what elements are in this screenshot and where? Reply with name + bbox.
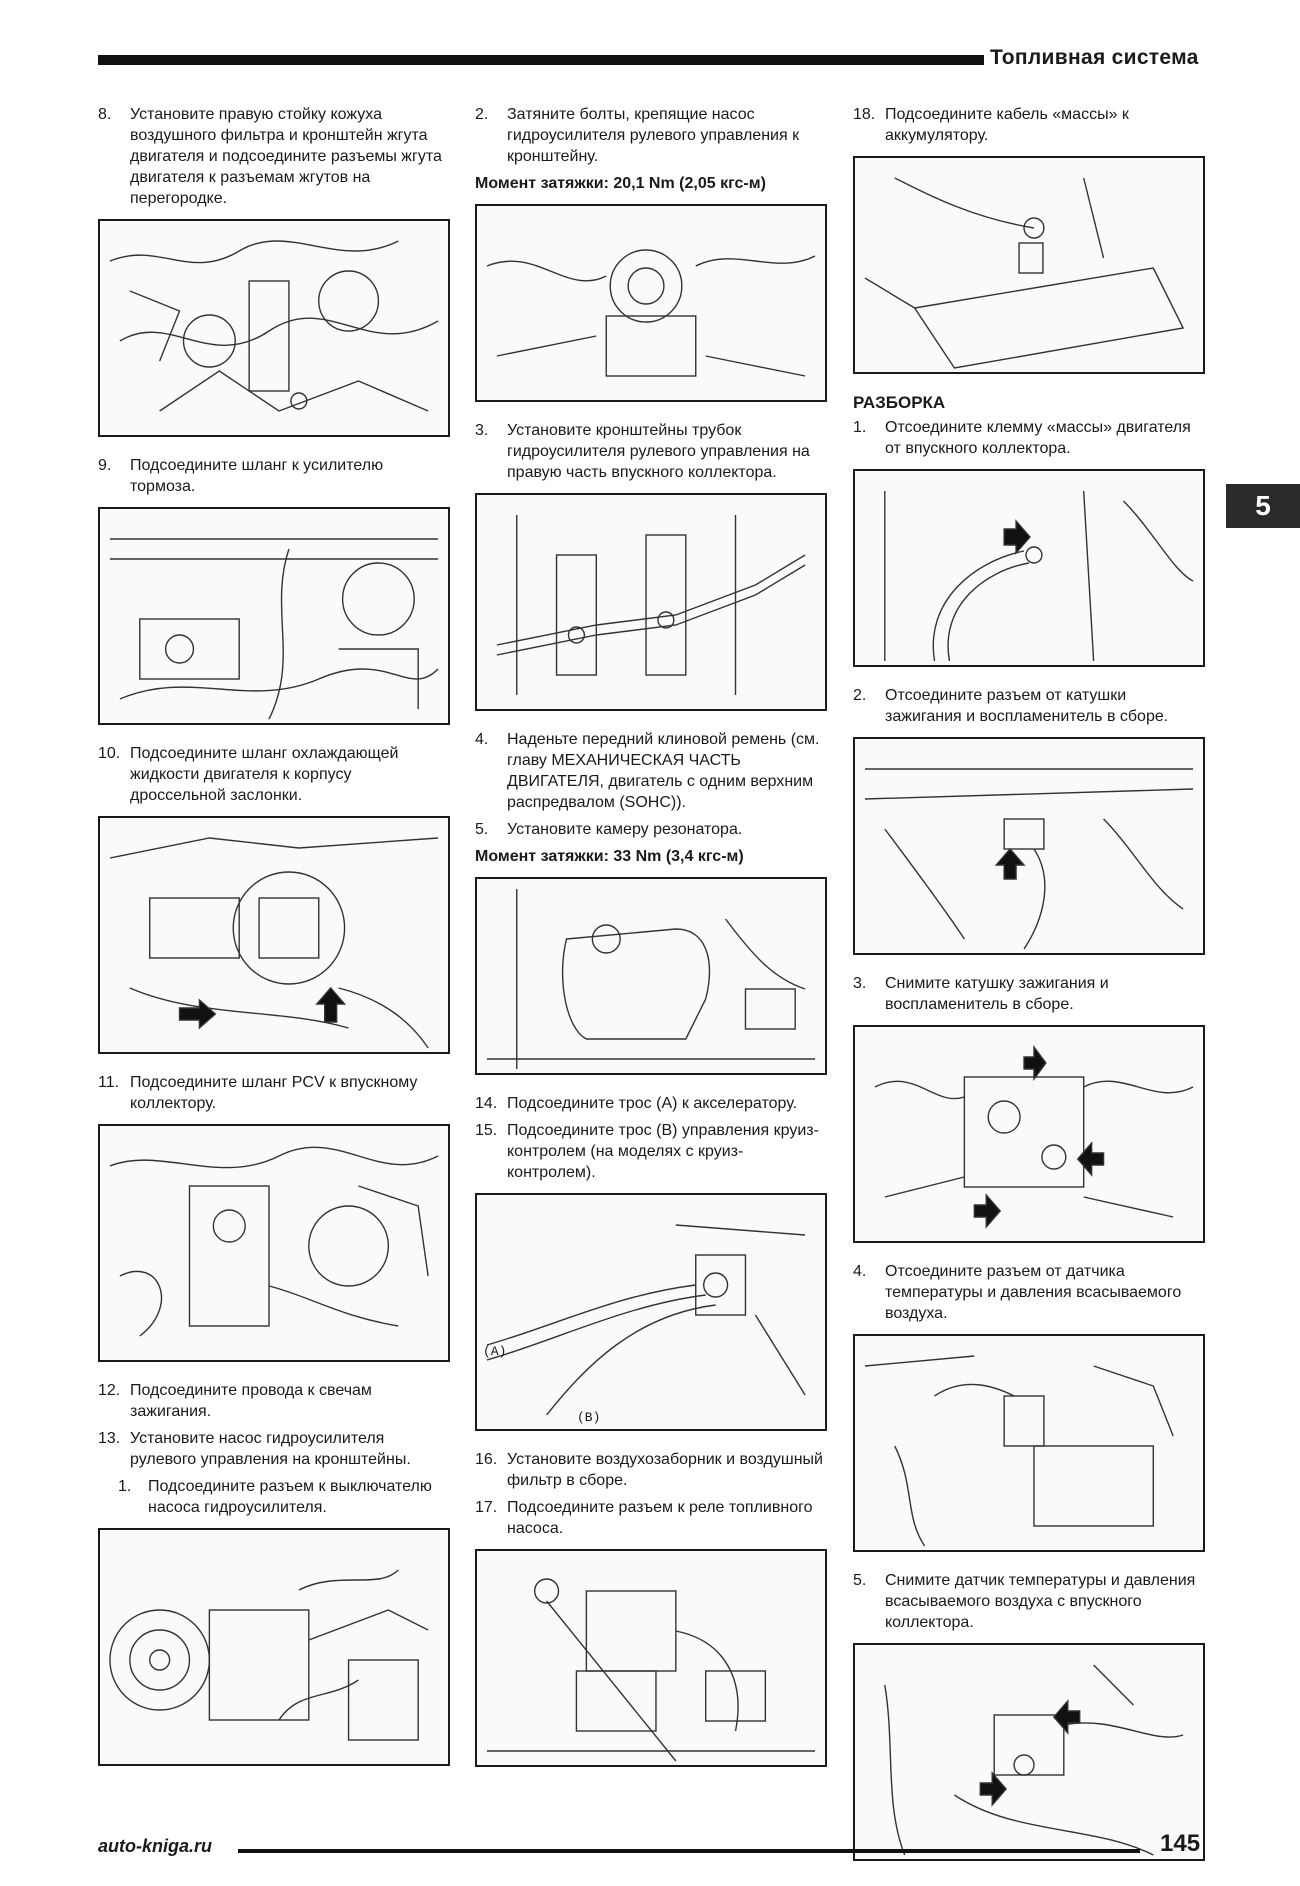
page-number: 145 [1160, 1830, 1201, 1857]
section-tab: 5 [1226, 484, 1300, 528]
figure-ground-terminal [853, 469, 1205, 667]
step-12: 12. Подсоедините провода к свечам зажигания. [98, 1382, 372, 1420]
column-middle [475, 104, 827, 1785]
step-11: 11. Подсоедините шланг PCV к впускному коллектору. [98, 1074, 418, 1112]
figure-ignition-connector [853, 737, 1205, 955]
figure-power-steering-pump [98, 1528, 450, 1766]
step-14: 14. Подсоедините трос (A) к акселератору. [475, 1095, 798, 1112]
figure-pump-bolts [475, 204, 827, 402]
step-3: 3. Установите кронштейны трубок гидроусилителя рулевого управления на правую часть впускного коллектора. [475, 422, 810, 481]
figure-brake-hose [98, 507, 450, 725]
step-15: 15. Подсоедините трос (B) управления круиз-контролем (на моделях с круиз-контролем). [475, 1122, 819, 1181]
step-13: 13. Установите насос гидроусилителя рулевого управления на кронштейны. [98, 1430, 411, 1468]
header-rule [98, 55, 984, 65]
step-2: 2. Затяните болты, крепящие насос гидроусилителя рулевого управления к кронштейну. [475, 106, 800, 165]
figure-cables [475, 1193, 827, 1431]
torque-spec-2: Момент затяжки: 33 Nm (3,4 кгс-м) [475, 848, 744, 865]
step-10: 10. Подсоедините шланг охлаждающей жидкости двигателя к корпусу дроссельной заслонки. [98, 745, 399, 804]
step-d1: 1. Отсоедините клемму «массы» двигателя от впускного коллектора. [853, 419, 1191, 457]
figure-map-sensor-removal [853, 1643, 1205, 1861]
step-16: 16. Установите воздухозаборник и воздушный фильтр в сборе. [475, 1451, 823, 1489]
figure-pipe-brackets [475, 493, 827, 711]
footer-site: auto-kniga.ru [98, 1836, 213, 1856]
figure-map-sensor-connector [853, 1334, 1205, 1552]
step-d2: 2. Отсоедините разъем от катушки зажигания и воспламенитель в сборе. [853, 687, 1169, 725]
figure-label-b: (B) [577, 1410, 601, 1425]
step-18: 18. Подсоедините кабель «массы» к аккумулятору. [853, 106, 1129, 144]
step-13-1: 1. Подсоедините разъем к выключателю насоса гидроусилителя. [118, 1478, 432, 1516]
step-4: 4. Наденьте передний клиновой ремень (см. главу МЕХАНИЧЕСКАЯ ЧАСТЬ ДВИГАТЕЛЯ, двигатель с одним верхним распредвалом (SOHC)). [475, 731, 820, 811]
figure-pcv-hose [98, 1124, 450, 1362]
step-d3: 3. Снимите катушку зажигания и воспламенитель в сборе. [853, 975, 1109, 1013]
figure-fuel-pump-relay [475, 1549, 827, 1767]
chapter-title: Топливная система [990, 46, 1199, 69]
figure-ignition-coil [853, 1025, 1205, 1243]
column-right [853, 104, 1205, 1879]
step-9: 9. Подсоедините шланг к усилителю тормоза. [98, 457, 384, 495]
step-d4: 4. Отсоедините разъем от датчика температуры и давления всасываемого воздуха. [853, 1263, 1182, 1322]
figure-engine-harness [98, 219, 450, 437]
subheading-disassembly: РАЗБОРКА [853, 393, 946, 412]
column-left [98, 104, 450, 1784]
torque-spec-1: Момент затяжки: 20,1 Nm (2,05 кгс-м) [475, 175, 766, 192]
step-d5: 5. Снимите датчик температуры и давления всасываемого воздуха с впускного коллектора. [853, 1572, 1196, 1631]
footer-rule [238, 1849, 1140, 1853]
figure-label-a: (A) [483, 1344, 507, 1359]
figure-battery-ground [853, 156, 1205, 374]
step-8: 8. Установите правую стойку кожуха воздушного фильтра и кронштейн жгута двигателя и подсоедините разъемы жгута двигателя к разъемам жгутов на перегородке. [98, 106, 442, 207]
figure-throttle-body [98, 816, 450, 1054]
figure-resonator [475, 877, 827, 1075]
step-5: 5. Установите камеру резонатора. [475, 821, 743, 838]
step-17: 17. Подсоедините разъем к реле топливного насоса. [475, 1499, 813, 1537]
